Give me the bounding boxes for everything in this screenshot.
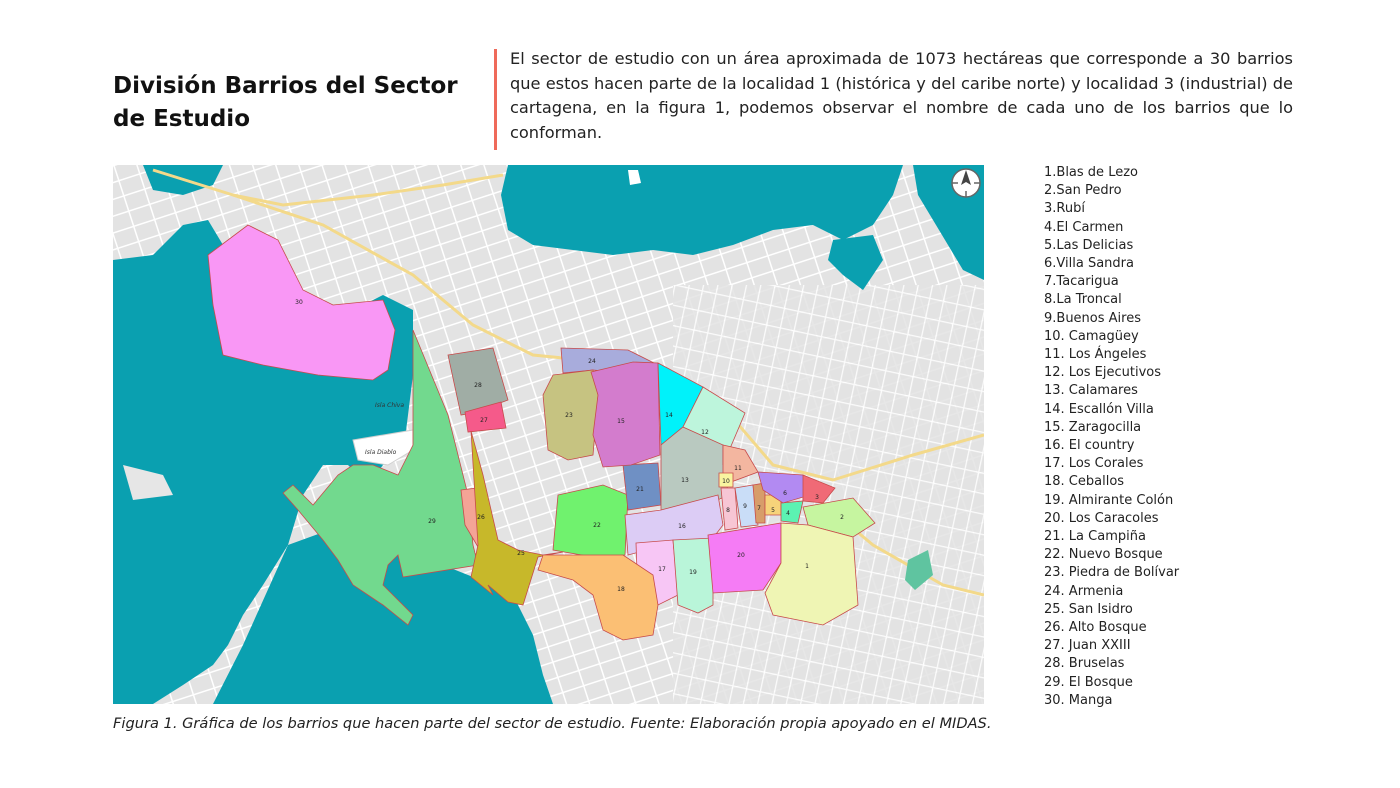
legend-item: 20. Los Caracoles	[1044, 510, 1159, 526]
zone-label: 28	[474, 382, 482, 389]
legend-item: 1.Blas de Lezo	[1044, 165, 1138, 180]
zone-label: 3	[815, 494, 819, 501]
zone-label: 23	[565, 412, 573, 419]
legend-item: 9.Buenos Aires	[1044, 310, 1141, 326]
zone-label: 25	[517, 550, 525, 557]
legend-item: 6.Villa Sandra	[1044, 256, 1134, 272]
zone-label: 9	[743, 503, 747, 510]
legend-item: 4.El Carmen	[1044, 219, 1124, 235]
zone-label: 30	[295, 299, 303, 306]
zone-label: 26	[477, 514, 485, 521]
neighborhood-legend	[1044, 164, 1294, 710]
legend-item: 10. Camagüey	[1044, 328, 1139, 344]
map-canvas	[113, 165, 984, 704]
legend-item: 14. Escallón Villa	[1044, 401, 1154, 417]
zone-label: 27	[480, 417, 488, 424]
neighborhood-map	[113, 165, 984, 704]
isla-chiva-label: Isla Chiva	[375, 402, 405, 409]
zone-label: 5	[771, 507, 775, 514]
accent-divider	[494, 49, 497, 150]
legend-item: 11. Los Ángeles	[1044, 347, 1147, 363]
zone-label: 2	[840, 514, 844, 521]
intro-paragraph: El sector de estudio con un área aproximada de 1073 hectáreas que corresponde a 30 barrios que estos hacen parte de la localidad 1 (histórica y del caribe norte) y localidad 3 (industrial) de cartagena, en la figura 1, podemos observar el nombre de cada uno de los barrios que lo conforman.	[510, 49, 1293, 142]
legend-item: 19. Almirante Colón	[1044, 492, 1174, 508]
zone-label: 29	[428, 518, 436, 525]
isla-diablo-label: Isla Diablo	[365, 449, 397, 456]
zone-15	[591, 362, 660, 467]
zone-label: 24	[588, 358, 596, 365]
figure-caption: Figura 1. Gráfica de los barrios que hacen parte del sector de estudio. Fuente: Elaboración propia apoyado en el MIDAS.	[113, 715, 992, 732]
zone-label: 16	[678, 523, 686, 530]
legend-item: 17. Los Corales	[1044, 456, 1144, 472]
legend-item: 7.Tacarigua	[1044, 274, 1119, 290]
legend-item: 23. Piedra de Bolívar	[1044, 565, 1180, 581]
zone-label: 10	[722, 478, 730, 485]
legend-item: 8.La Troncal	[1044, 292, 1122, 308]
legend-item: 28. Bruselas	[1044, 656, 1125, 672]
legend-item: 15. Zaragocilla	[1044, 419, 1142, 435]
legend-item: 30. Manga	[1044, 692, 1113, 708]
zone-label: 15	[617, 418, 625, 425]
legend-item: 27. Juan XXIII	[1044, 638, 1131, 654]
legend-item: 24. Armenia	[1044, 583, 1124, 599]
zone-label: 6	[783, 490, 787, 497]
zone-22	[553, 485, 628, 557]
compass-north-icon	[952, 169, 980, 197]
legend-item: 16. El country	[1044, 438, 1135, 454]
legend-item: 21. La Campiña	[1044, 529, 1146, 545]
legend-item: 25. San Isidro	[1044, 601, 1133, 617]
zone-label: 7	[757, 505, 761, 512]
legend-item: 2.San Pedro	[1044, 183, 1122, 199]
zone-label: 1	[805, 563, 809, 570]
zone-label: 11	[734, 465, 742, 472]
legend-item: 29. El Bosque	[1044, 674, 1133, 690]
zone-label: 14	[665, 412, 673, 419]
legend-item: 3.Rubí	[1044, 201, 1085, 217]
zone-label: 20	[737, 552, 745, 559]
legend-item: 22. Nuevo Bosque	[1044, 547, 1163, 563]
zone-label: 8	[726, 507, 730, 514]
legend-item: 26. Alto Bosque	[1044, 620, 1147, 636]
legend-item: 13. Calamares	[1044, 383, 1138, 399]
zone-label: 18	[617, 586, 625, 593]
legend-item: 12. Los Ejecutivos	[1044, 365, 1162, 381]
zone-label: 22	[593, 522, 601, 529]
zone-label: 17	[658, 566, 666, 573]
zone-label: 21	[636, 486, 644, 493]
zone-label: 4	[786, 510, 790, 517]
legend-item: 5.Las Delicias	[1044, 237, 1134, 253]
zone-label: 19	[689, 569, 697, 576]
zone-label: 12	[701, 429, 709, 436]
legend-item: 18. Ceballos	[1044, 474, 1125, 490]
page-title: División Barrios del Sector de Estudio	[113, 73, 458, 132]
zone-label: 13	[681, 477, 689, 484]
